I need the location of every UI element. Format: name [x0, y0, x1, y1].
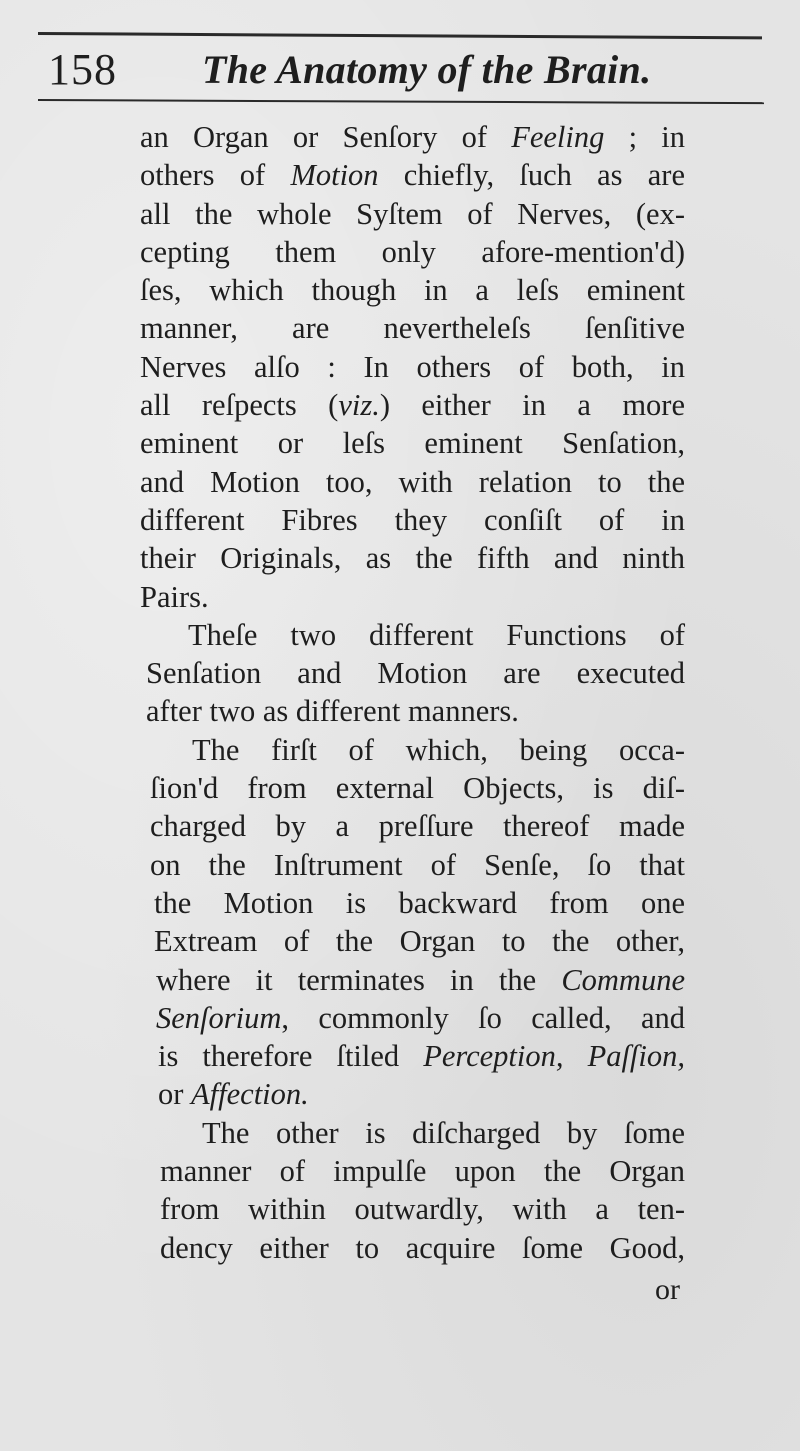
page-number: 158 [48, 45, 117, 94]
text-line: The other is diſcharged by ſome [202, 1115, 685, 1150]
text-line: or Affection. [158, 1077, 309, 1112]
paragraph-2 [140, 616, 685, 731]
paragraph-4 [140, 1114, 685, 1267]
running-head: The Anatomy of the Brain. [202, 47, 652, 92]
text-line: all the whole Syſtem of Nerves, (ex- [140, 196, 685, 231]
text-line: an Organ or Senſory of Feeling ; in [140, 120, 685, 154]
catchword: or [655, 1273, 680, 1306]
text-line: manner of impulſe upon the Organ [160, 1154, 685, 1189]
text-line: ſion'd from external Objects, is diſ- [150, 771, 685, 806]
text-line: after two as different manners. [146, 694, 519, 729]
text-line: and Motion too, with relation to the [140, 464, 685, 499]
page-header [40, 38, 740, 98]
text-line: charged by a preſſure thereof made [150, 809, 685, 844]
text-line: different Fibres they conſiſt of in [140, 502, 685, 537]
text-line: is therefore ſtiled Perception, Paſſion, [158, 1039, 685, 1074]
text-line: Senſorium, commonly ſo called, and [156, 1000, 685, 1035]
header-rule-bottom [38, 99, 764, 104]
text-line: from within outwardly, with a ten- [160, 1192, 685, 1227]
body-text [140, 118, 685, 1267]
text-line: The firſt of which, being occa- [192, 732, 685, 767]
text-line: dency either to acquire ſome Good, [160, 1230, 685, 1265]
text-line: all reſpects (viz.) either in a more [140, 388, 685, 423]
text-line: ſes, which though in a leſs eminent [140, 273, 685, 308]
text-line: where it terminates in the Commune [156, 962, 685, 997]
text-line: on the Inſtrument of Senſe, ſo that [150, 847, 685, 882]
text-line: Senſation and Motion are executed [146, 656, 685, 691]
text-line: Extream of the Organ to the other, [154, 924, 685, 959]
paragraph-3 [140, 731, 685, 1114]
paragraph-1 [140, 118, 685, 616]
text-line: cepting them only afore-mention'd) [140, 234, 685, 269]
text-line: eminent or leſs eminent Senſation, [140, 426, 685, 461]
text-line: the Motion is backward from one [154, 885, 685, 920]
text-line: Nerves alſo : In others of both, in [140, 349, 685, 384]
text-line: Theſe two different Functions of [188, 617, 685, 652]
text-line: their Originals, as the fifth and ninth [140, 541, 685, 576]
text-line: Pairs. [140, 579, 209, 614]
text-line: others of Motion chiefly, ſuch as are [140, 158, 685, 193]
text-line: manner, are nevertheleſs ſenſitive [140, 311, 685, 346]
